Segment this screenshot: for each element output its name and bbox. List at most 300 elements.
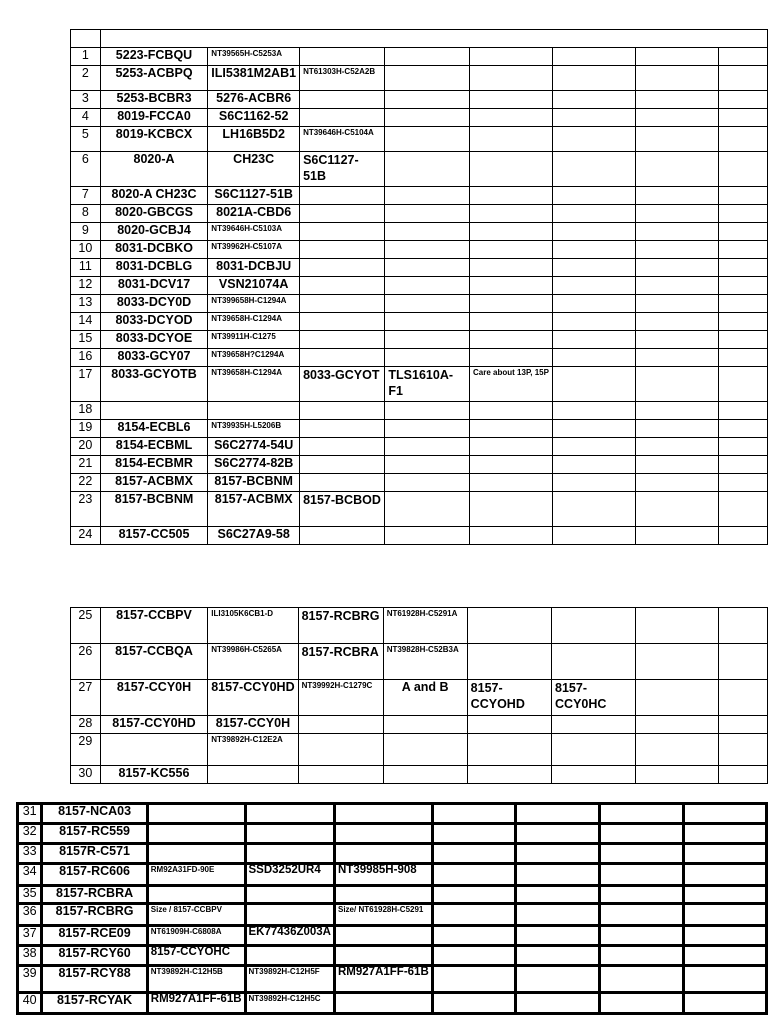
- table-cell: [719, 295, 768, 313]
- table-cell: 8157-RCBRG: [298, 608, 383, 644]
- table-cell: [636, 716, 719, 734]
- row-number: 31: [17, 803, 42, 823]
- table-row: [71, 152, 768, 187]
- table-cell: [385, 241, 470, 259]
- table-cell: 8154-ECBML: [100, 438, 208, 456]
- table-row: [71, 331, 768, 349]
- table-cell: [100, 402, 208, 420]
- table-cell: [245, 885, 334, 903]
- table-cell: [636, 456, 719, 474]
- row-number: 26: [71, 644, 101, 680]
- table-cell: [636, 259, 719, 277]
- table-cell: NT399658H-C1294A: [208, 295, 300, 313]
- table-cell: NT39911H-C1275: [208, 331, 300, 349]
- table-cell: [470, 127, 553, 152]
- table-row: [71, 187, 768, 205]
- table-cell: [719, 277, 768, 295]
- table-cell: [470, 48, 553, 66]
- table-cell: 5253-ACBPQ: [100, 66, 208, 91]
- table-cell: [553, 456, 636, 474]
- table-cell: 8019-KCBCX: [100, 127, 208, 152]
- table-cell: [636, 241, 719, 259]
- table-cell: 8020-GCBJ4: [100, 223, 208, 241]
- table-cell: 5223-FCBQU: [100, 48, 208, 66]
- table-cell: [553, 402, 636, 420]
- table-cell: NT39892H-C12H5B: [147, 965, 245, 992]
- table-cell: [147, 885, 245, 903]
- table-cell: NT39646H-C5103A: [208, 223, 300, 241]
- table-cell: NT61909H-C6808A: [147, 925, 245, 945]
- table-cell: [385, 438, 470, 456]
- row-number: 12: [71, 277, 101, 295]
- table-cell: [300, 91, 385, 109]
- table-cell: [719, 127, 768, 152]
- table-cell: CH23C: [208, 152, 300, 187]
- table-row: [17, 885, 767, 903]
- table-row: [17, 903, 767, 925]
- table-cell: 8157-CCY0HD: [100, 716, 208, 734]
- table-cell: [385, 152, 470, 187]
- table-cell: [383, 734, 467, 766]
- table-cell: 8033-GCYOTB: [100, 367, 208, 402]
- table-cell: [432, 863, 516, 885]
- table-cell: [600, 992, 684, 1014]
- table-cell: [208, 402, 300, 420]
- table-cell: [385, 223, 470, 241]
- parts-table-2: [70, 607, 768, 784]
- table-cell: [636, 205, 719, 223]
- table-cell: 8157-RCE09: [42, 925, 147, 945]
- table-cell: [553, 331, 636, 349]
- table-cell: [636, 402, 719, 420]
- table-cell: [683, 903, 767, 925]
- table-cell: NT39646H-C5104A: [300, 127, 385, 152]
- table-cell: NT39985H-908: [335, 863, 433, 885]
- table-row: [71, 313, 768, 331]
- table-cell: [298, 766, 383, 784]
- table-cell: 8157-KC556: [100, 766, 208, 784]
- table-row: [71, 241, 768, 259]
- row-number: 32: [17, 823, 42, 843]
- table-cell: [300, 349, 385, 367]
- table-cell: [300, 48, 385, 66]
- table-cell: [470, 259, 553, 277]
- table-cell: RM927A1FF-61B: [335, 965, 433, 992]
- table-cell: ILI3105K6CB1-D: [208, 608, 298, 644]
- table-cell: NT39658H-C1294A: [208, 367, 300, 402]
- table-cell: 8021A-CBD6: [208, 205, 300, 223]
- table-cell: [470, 152, 553, 187]
- table-cell: [432, 965, 516, 992]
- table-cell: [335, 803, 433, 823]
- table-cell: [553, 187, 636, 205]
- table-cell: [719, 492, 768, 527]
- row-number: 2: [71, 66, 101, 91]
- row-number: 8: [71, 205, 101, 223]
- table-row: [71, 474, 768, 492]
- table-cell: 8019-FCCA0: [100, 109, 208, 127]
- table-cell: [300, 259, 385, 277]
- table-cell: 8154-ECBL6: [100, 420, 208, 438]
- table-cell: [516, 925, 600, 945]
- table-cell: [516, 885, 600, 903]
- row-number: 35: [17, 885, 42, 903]
- table-row: [71, 680, 768, 716]
- table-cell: [553, 313, 636, 331]
- table-cell: 8020-A: [100, 152, 208, 187]
- table-cell: [719, 91, 768, 109]
- row-number: 6: [71, 152, 101, 187]
- row-number: 5: [71, 127, 101, 152]
- table-cell: [636, 644, 719, 680]
- table-cell: [552, 608, 636, 644]
- table-row: [71, 91, 768, 109]
- row-number: 23: [71, 492, 101, 527]
- table-cell: [719, 402, 768, 420]
- table-cell: [516, 945, 600, 965]
- table-cell: [470, 205, 553, 223]
- table-row: [71, 48, 768, 66]
- table-cell: 8157-ACBMX: [208, 492, 300, 527]
- table-cell: [552, 766, 636, 784]
- table-cell: 8033-DCYOD: [100, 313, 208, 331]
- table-cell: [553, 223, 636, 241]
- table-cell: [470, 91, 553, 109]
- row-number: 36: [17, 903, 42, 925]
- row-number: 1: [71, 48, 101, 66]
- table-cell: [636, 66, 719, 91]
- table-cell: [470, 313, 553, 331]
- row-number: 21: [71, 456, 101, 474]
- table-cell: [467, 734, 551, 766]
- table-cell: 8157-NCA03: [42, 803, 147, 823]
- table-cell: 8157-CC505: [100, 527, 208, 545]
- table-row: [71, 766, 768, 784]
- parts-table-1: [70, 29, 768, 545]
- table-cell: 8157-BCBNM: [208, 474, 300, 492]
- table-cell: [719, 187, 768, 205]
- table-cell: [719, 766, 768, 784]
- table-cell: S6C1127-51B: [208, 187, 300, 205]
- table-cell: [385, 331, 470, 349]
- table-cell: [470, 402, 553, 420]
- table-cell: [335, 925, 433, 945]
- table-cell: [636, 313, 719, 331]
- table-cell: VSN21074A: [208, 277, 300, 295]
- table-cell: [553, 152, 636, 187]
- table-cell: [719, 474, 768, 492]
- row-number: 28: [71, 716, 101, 734]
- table-cell: Size/ NT61928H-C5291: [335, 903, 433, 925]
- table-cell: [683, 823, 767, 843]
- table-cell: Care about 13P, 15P: [470, 367, 553, 402]
- table-cell: 5253-BCBR3: [100, 91, 208, 109]
- table-row: [17, 863, 767, 885]
- table-cell: [553, 127, 636, 152]
- table-cell: [385, 420, 470, 438]
- table-cell: [298, 734, 383, 766]
- row-number: 10: [71, 241, 101, 259]
- table-cell: RM927A1FF-61B: [147, 992, 245, 1014]
- table-cell: NT39935H-L5206B: [208, 420, 300, 438]
- table-cell: [147, 823, 245, 843]
- table-cell: [683, 843, 767, 863]
- table-cell: A and B: [383, 680, 467, 716]
- table-row: [71, 223, 768, 241]
- table-cell: [335, 843, 433, 863]
- row-number: 4: [71, 109, 101, 127]
- table-header-row: [71, 30, 768, 48]
- table-cell: [719, 527, 768, 545]
- table-cell: 8157-CCBQA: [100, 644, 208, 680]
- table-cell: [467, 608, 551, 644]
- table-cell: [385, 402, 470, 420]
- table-cell: [600, 863, 684, 885]
- table-cell: [636, 187, 719, 205]
- table-cell: 8157-BCBNM: [100, 492, 208, 527]
- table-cell: [147, 803, 245, 823]
- table-cell: 8033-GCY07: [100, 349, 208, 367]
- table-cell: Size / 8157-CCBPV: [147, 903, 245, 925]
- table-cell: [552, 716, 636, 734]
- table-cell: [636, 48, 719, 66]
- table-cell: 8033-DCYOE: [100, 331, 208, 349]
- table-cell: [383, 766, 467, 784]
- table-cell: [636, 277, 719, 295]
- table-cell: [600, 823, 684, 843]
- table-row: [71, 716, 768, 734]
- table-cell: 8157-CCY0H: [100, 680, 208, 716]
- table-cell: [245, 945, 334, 965]
- table-cell: [470, 223, 553, 241]
- table-cell: [300, 109, 385, 127]
- table-row: [71, 438, 768, 456]
- table-cell: [719, 48, 768, 66]
- table-cell: [683, 803, 767, 823]
- table-cell: [300, 402, 385, 420]
- table-cell: [683, 863, 767, 885]
- table-cell: [208, 766, 298, 784]
- table-cell: [385, 187, 470, 205]
- table-cell: [385, 91, 470, 109]
- table-cell: [383, 716, 467, 734]
- table-cell: 8154-ECBMR: [100, 456, 208, 474]
- table-cell: [516, 863, 600, 885]
- table-cell: [683, 885, 767, 903]
- table-cell: [300, 241, 385, 259]
- table-cell: [470, 331, 553, 349]
- table-cell: [470, 420, 553, 438]
- table-cell: [385, 492, 470, 527]
- table-cell: 8157R-C571: [42, 843, 147, 863]
- table-cell: [683, 945, 767, 965]
- table-cell: [245, 803, 334, 823]
- table-cell: 8157-ACBMX: [100, 474, 208, 492]
- table-row: [71, 402, 768, 420]
- table-cell: [636, 438, 719, 456]
- table-cell: [385, 109, 470, 127]
- table-cell: [300, 456, 385, 474]
- table-row: [71, 349, 768, 367]
- table-cell: 8033-DCY0D: [100, 295, 208, 313]
- table-cell: [636, 680, 719, 716]
- row-number: 9: [71, 223, 101, 241]
- table-cell: 8157-BCBOD: [300, 492, 385, 527]
- table-cell: [636, 608, 719, 644]
- table-cell: [683, 992, 767, 1014]
- table-cell: [636, 109, 719, 127]
- table-cell: ILI5381M2AB1: [208, 66, 300, 91]
- table-row: [17, 823, 767, 843]
- table-cell: [719, 680, 768, 716]
- table-cell: [300, 313, 385, 331]
- table-cell: 8020-A CH23C: [100, 187, 208, 205]
- table-cell: [600, 803, 684, 823]
- table-cell: [470, 109, 553, 127]
- table-cell: [719, 259, 768, 277]
- table-cell: [553, 241, 636, 259]
- table-cell: [432, 803, 516, 823]
- row-number: 13: [71, 295, 101, 313]
- table-cell: [553, 109, 636, 127]
- row-number: 30: [71, 766, 101, 784]
- table-cell: [385, 48, 470, 66]
- table-cell: [470, 241, 553, 259]
- table-cell: [553, 367, 636, 402]
- row-number: 29: [71, 734, 101, 766]
- table-cell: [552, 644, 636, 680]
- table-cell: [300, 295, 385, 313]
- table-cell: [719, 644, 768, 680]
- table-cell: [516, 823, 600, 843]
- table-cell: [719, 331, 768, 349]
- table-row: [17, 925, 767, 945]
- table-cell: 8157-RC559: [42, 823, 147, 843]
- table-row: [17, 945, 767, 965]
- table-cell: [385, 456, 470, 474]
- table-cell: [600, 925, 684, 945]
- table-cell: [385, 527, 470, 545]
- table-cell: [300, 277, 385, 295]
- table-cell: [636, 474, 719, 492]
- table-cell: [470, 349, 553, 367]
- table-cell: NT39892H-C12E2A: [208, 734, 298, 766]
- table-cell: [719, 608, 768, 644]
- row-number: 39: [17, 965, 42, 992]
- table-cell: NT39892H-C12H5C: [245, 992, 334, 1014]
- table-cell: [553, 259, 636, 277]
- table-cell: 8157-RCBRA: [42, 885, 147, 903]
- table-cell: 8031-DCBLG: [100, 259, 208, 277]
- table-cell: LH16B5D2: [208, 127, 300, 152]
- table-cell: [719, 66, 768, 91]
- table-cell: [636, 420, 719, 438]
- table-cell: 8157-RC606: [42, 863, 147, 885]
- row-number: 24: [71, 527, 101, 545]
- table-cell: [553, 48, 636, 66]
- table-cell: NT39986H-C5265A: [208, 644, 298, 680]
- table-cell: [719, 367, 768, 402]
- row-number: 25: [71, 608, 101, 644]
- header-cell: [100, 30, 767, 48]
- table-cell: [300, 223, 385, 241]
- table-cell: [719, 420, 768, 438]
- table-cell: [432, 823, 516, 843]
- table-cell: [636, 527, 719, 545]
- table-cell: [300, 527, 385, 545]
- table-row: [71, 205, 768, 223]
- table-row: [71, 295, 768, 313]
- table-cell: S6C1127-51B: [300, 152, 385, 187]
- table-cell: 5276-ACBR6: [208, 91, 300, 109]
- table-cell: [300, 438, 385, 456]
- row-number: 33: [17, 843, 42, 863]
- table-cell: [385, 277, 470, 295]
- table-cell: [636, 127, 719, 152]
- table-cell: [432, 945, 516, 965]
- row-number: 40: [17, 992, 42, 1014]
- table-cell: [636, 152, 719, 187]
- table-cell: [470, 187, 553, 205]
- table-cell: NT39992H-C1279C: [298, 680, 383, 716]
- table-row: [71, 277, 768, 295]
- table-cell: [300, 474, 385, 492]
- table-cell: TLS1610A-F1: [385, 367, 470, 402]
- row-number: 16: [71, 349, 101, 367]
- table-row: [71, 66, 768, 91]
- table-cell: [553, 527, 636, 545]
- table-cell: [385, 313, 470, 331]
- table-cell: [470, 66, 553, 91]
- table-cell: [516, 843, 600, 863]
- table-row: [71, 734, 768, 766]
- table-cell: [600, 965, 684, 992]
- table-cell: [719, 152, 768, 187]
- table-cell: [335, 885, 433, 903]
- table-cell: NT39565H-C5253A: [208, 48, 300, 66]
- table-cell: SSD3252UR4: [245, 863, 334, 885]
- table-row: [71, 644, 768, 680]
- table-cell: [719, 734, 768, 766]
- table-cell: 8157-CCYOHC: [147, 945, 245, 965]
- table-cell: [719, 241, 768, 259]
- table-cell: NT39658H-C1294A: [208, 313, 300, 331]
- table-cell: NT61303H-C52A2B: [300, 66, 385, 91]
- table-cell: [553, 277, 636, 295]
- table-cell: 8157-CCYOHD: [467, 680, 551, 716]
- table-cell: [600, 843, 684, 863]
- table-row: [71, 527, 768, 545]
- table-row: [71, 109, 768, 127]
- table-cell: [335, 992, 433, 1014]
- table-cell: [516, 965, 600, 992]
- table-cell: [300, 187, 385, 205]
- table-cell: 8157-CCY0HD: [208, 680, 298, 716]
- table-cell: [552, 734, 636, 766]
- table-cell: 8031-DCBKO: [100, 241, 208, 259]
- row-number: 15: [71, 331, 101, 349]
- table-row: [17, 843, 767, 863]
- table-cell: 8157-RCBRG: [42, 903, 147, 925]
- table-cell: [385, 127, 470, 152]
- row-number: 38: [17, 945, 42, 965]
- table-cell: [470, 527, 553, 545]
- table-cell: [719, 205, 768, 223]
- table-cell: [600, 945, 684, 965]
- table-cell: [385, 259, 470, 277]
- row-number: 17: [71, 367, 101, 402]
- table-row: [71, 367, 768, 402]
